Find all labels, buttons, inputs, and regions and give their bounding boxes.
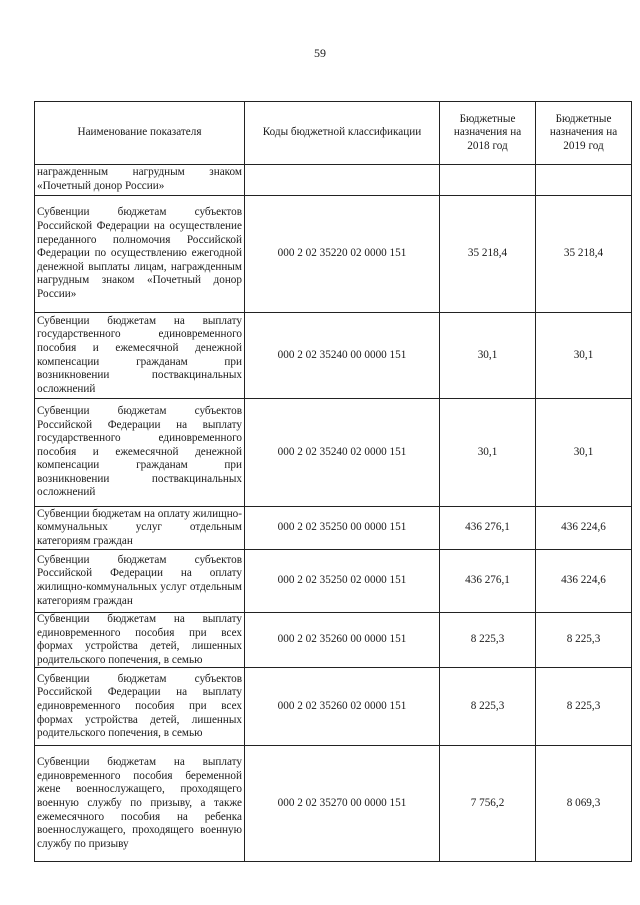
row-2019-cell: 8 069,3 bbox=[536, 746, 632, 862]
row-code-cell bbox=[245, 165, 440, 196]
row-code-cell: 000 2 02 35260 02 0000 151 bbox=[245, 668, 440, 746]
row-name-cell: Субвенции бюджетам субъектов Российской Федерации на выплату государственного единовременного пособия и ежемесячной денежной компенсации гражданам при возникновении поствакцинальных осложнений bbox=[35, 399, 245, 507]
row-code-cell: 000 2 02 35260 00 0000 151 bbox=[245, 613, 440, 668]
row-name-cell: Субвенции бюджетам на выплату единовременного пособия при всех формах устройства детей, лишенных родительского попечения, в семью bbox=[35, 613, 245, 668]
row-2018-cell: 8 225,3 bbox=[440, 613, 536, 668]
row-2019-cell: 30,1 bbox=[536, 399, 632, 507]
row-2018-cell: 7 756,2 bbox=[440, 746, 536, 862]
page-number: 59 bbox=[314, 46, 326, 60]
row-2019-cell: 35 218,4 bbox=[536, 196, 632, 313]
table-body bbox=[35, 165, 632, 862]
row-code-cell: 000 2 02 35240 02 0000 151 bbox=[245, 399, 440, 507]
row-name-cell: Субвенции бюджетам на оплату жилищно-коммунальных услуг отдельным категориям граждан bbox=[35, 507, 245, 550]
row-name-cell: Субвенции бюджетам субъектов Российской Федерации на осуществление переданного полномочия Российской Федерации по осуществлению ежегодной денежной выплаты лицам, награжденным нагрудным знаком «Почетный донор России» bbox=[35, 196, 245, 313]
row-code-cell: 000 2 02 35270 00 0000 151 bbox=[245, 746, 440, 862]
table-row bbox=[35, 550, 632, 613]
table-row bbox=[35, 399, 632, 507]
row-2018-cell: 30,1 bbox=[440, 313, 536, 399]
table-row bbox=[35, 746, 632, 862]
row-2019-cell bbox=[536, 165, 632, 196]
table-row bbox=[35, 165, 632, 196]
row-2018-cell bbox=[440, 165, 536, 196]
row-2018-cell: 436 276,1 bbox=[440, 507, 536, 550]
table-row bbox=[35, 668, 632, 746]
row-2019-cell: 8 225,3 bbox=[536, 668, 632, 746]
header-2019: Бюджетные назначения на 2019 год bbox=[536, 102, 632, 165]
row-code-cell: 000 2 02 35240 00 0000 151 bbox=[245, 313, 440, 399]
row-name-cell: Субвенции бюджетам субъектов Российской Федерации на выплату единовременного пособия при всех формах устройства детей, лишенных родительского попечения, в семью bbox=[35, 668, 245, 746]
row-name-cell: Субвенции бюджетам на выплату единовременного пособия беременной жене военнослужащего, проходящего военную службу по призыву, а также ежемесячного пособия на ребенка военнослужащего, проходящего военную службу по призыву bbox=[35, 746, 245, 862]
header-code: Коды бюджетной классификации bbox=[245, 102, 440, 165]
row-2018-cell: 35 218,4 bbox=[440, 196, 536, 313]
table-row bbox=[35, 313, 632, 399]
row-2018-cell: 8 225,3 bbox=[440, 668, 536, 746]
row-2019-cell: 436 224,6 bbox=[536, 507, 632, 550]
budget-table bbox=[34, 101, 632, 862]
row-name-cell: награжденным нагрудным знаком «Почетный донор России» bbox=[35, 165, 245, 196]
row-code-cell: 000 2 02 35220 02 0000 151 bbox=[245, 196, 440, 313]
row-code-cell: 000 2 02 35250 00 0000 151 bbox=[245, 507, 440, 550]
header-2018: Бюджетные назначения на 2018 год bbox=[440, 102, 536, 165]
row-2019-cell: 30,1 bbox=[536, 313, 632, 399]
header-name: Наименование показателя bbox=[35, 102, 245, 165]
table-row bbox=[35, 613, 632, 668]
header-row bbox=[35, 102, 632, 165]
row-name-cell: Субвенции бюджетам на выплату государственного единовременного пособия и ежемесячной денежной компенсации гражданам при возникновении поствакцинальных осложнений bbox=[35, 313, 245, 399]
row-2019-cell: 8 225,3 bbox=[536, 613, 632, 668]
row-name-cell: Субвенции бюджетам субъектов Российской Федерации на оплату жилищно-коммунальных услуг отдельным категориям граждан bbox=[35, 550, 245, 613]
row-2018-cell: 436 276,1 bbox=[440, 550, 536, 613]
table-row bbox=[35, 507, 632, 550]
row-2019-cell: 436 224,6 bbox=[536, 550, 632, 613]
row-2018-cell: 30,1 bbox=[440, 399, 536, 507]
table-header bbox=[35, 102, 632, 165]
table-row bbox=[35, 196, 632, 313]
row-code-cell: 000 2 02 35250 02 0000 151 bbox=[245, 550, 440, 613]
